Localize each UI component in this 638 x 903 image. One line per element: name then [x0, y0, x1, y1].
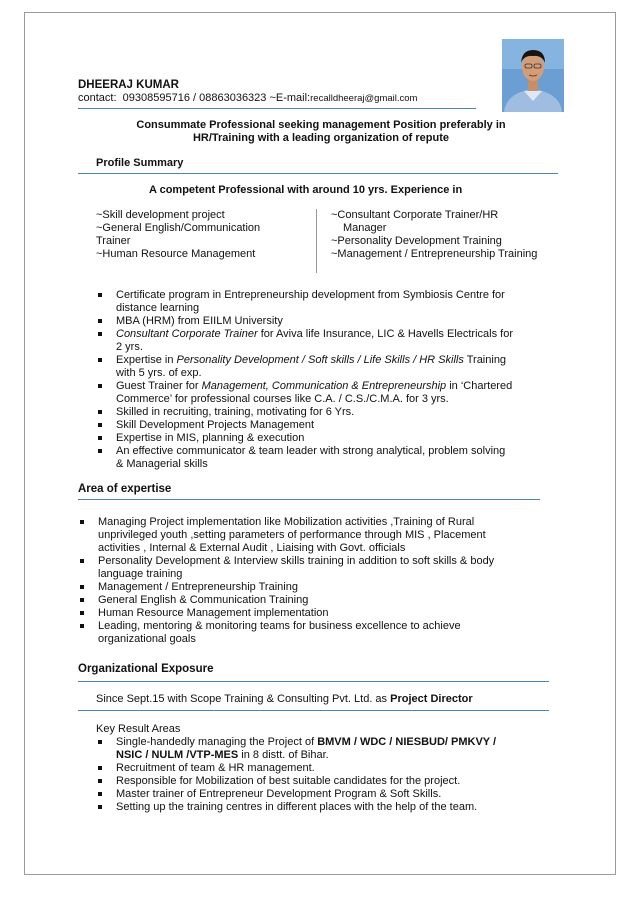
list-item: Human Resource Management implementation	[78, 607, 558, 620]
list-item: Skilled in recruiting, training, motivating for 6 Yrs.	[96, 406, 566, 419]
column-divider	[316, 209, 317, 273]
list-item: An effective communicator & team leader with strong analytical, problem solving & Managerial skills	[96, 445, 566, 471]
role-prefix: Since Sept.15 with Scope Training & Consulting Pvt. Ltd. as	[96, 693, 391, 705]
skill-item: ~Management / Entrepreneurship Training	[331, 248, 538, 260]
exposure-rule	[78, 681, 549, 682]
list-item: Skill Development Projects Management	[96, 419, 566, 432]
skill-item: ~Consultant Corporate Trainer/HR	[331, 209, 499, 221]
list-item: Guest Trainer for Management, Communication & Entrepreneurship in ‘Chartered Commerce’ for professional courses like C.A. / C.S./C.M.A. for 3 yrs.	[96, 380, 566, 406]
list-item: Certificate program in Entrepreneurship development from Symbiosis Centre for distance learning	[96, 289, 566, 315]
objective-statement	[25, 119, 617, 145]
skill-item: Manager	[343, 222, 387, 234]
list-item: General English & Communication Training	[78, 594, 558, 607]
skills-left-column	[96, 209, 316, 261]
profile-bullets	[96, 289, 566, 471]
expertise-rule	[78, 499, 540, 500]
list-item: Management / Entrepreneurship Training	[78, 581, 558, 594]
skill-item: ~Personality Development Training	[331, 235, 502, 247]
kra-bullets	[96, 736, 566, 814]
expertise-bullets	[78, 516, 558, 646]
exposure-heading: Organizational Exposure	[78, 663, 214, 675]
email-link[interactable]: recalldheeraj@gmail.com	[310, 93, 418, 104]
expertise-heading: Area of expertise	[78, 483, 172, 495]
role-title: Project Director	[390, 693, 473, 705]
skill-item: Trainer	[96, 235, 131, 247]
contact-line	[78, 92, 417, 104]
current-role	[96, 693, 473, 705]
list-item: Master trainer of Entrepreneur Development Program & Soft Skills.	[96, 788, 566, 801]
skill-item: ~Skill development project	[96, 209, 225, 221]
list-item: Single-handedly managing the Project of BMVM / WDC / NIESBUD/ PMKVY / NSIC / NULM /VTP-MES in 8 distt. of Bihar.	[96, 736, 566, 762]
list-item: Expertise in MIS, planning & execution	[96, 432, 566, 445]
list-item: Expertise in Personality Development / Soft skills / Life Skills / HR Skills Training with 5 yrs. of exp.	[96, 354, 566, 380]
profile-photo	[502, 39, 564, 112]
phone-numbers: 09308595716 / 08863036323 ~E-mail:	[122, 92, 311, 104]
profile-summary-heading: Profile Summary	[96, 157, 184, 169]
objective-line-1: Consummate Professional seeking management Position preferably in	[136, 119, 506, 131]
header-rule	[78, 108, 476, 109]
list-item: Responsible for Mobilization of best suitable candidates for the project.	[96, 775, 566, 788]
skills-right-column	[331, 209, 571, 261]
kra-label: Key Result Areas	[96, 723, 181, 735]
list-item: Setting up the training centres in different places with the help of the team.	[96, 801, 566, 814]
skill-item: ~Human Resource Management	[96, 248, 256, 260]
contact-label: contact:	[78, 92, 117, 104]
list-item: Consultant Corporate Trainer for Aviva life Insurance, LIC & Havells Electricals for 2 yrs.	[96, 328, 566, 354]
resume-page	[24, 12, 616, 875]
objective-line-2: HR/Training with a leading organization of repute	[192, 132, 450, 144]
role-rule	[78, 710, 549, 711]
list-item: Personality Development & Interview skills training in addition to soft skills & body language training	[78, 555, 558, 581]
skill-item: ~General English/Communication	[96, 222, 261, 234]
list-item: Recruitment of team & HR management.	[96, 762, 566, 775]
profile-tagline: A competent Professional with around 10 yrs. Experience in	[149, 184, 463, 196]
profile-rule	[78, 173, 558, 174]
list-item: Leading, mentoring & monitoring teams for business excellence to achieve organizational goals	[78, 620, 558, 646]
list-item: MBA (HRM) from EIILM University	[96, 315, 566, 328]
candidate-name: DHEERAJ KUMAR	[78, 79, 179, 91]
list-item: Managing Project implementation like Mobilization activities ,Training of Rural unprivileged youth ,setting parameters of performance through MIS , Placement activities , Internal & External Audit , Liaising with Govt. officials	[78, 516, 558, 555]
